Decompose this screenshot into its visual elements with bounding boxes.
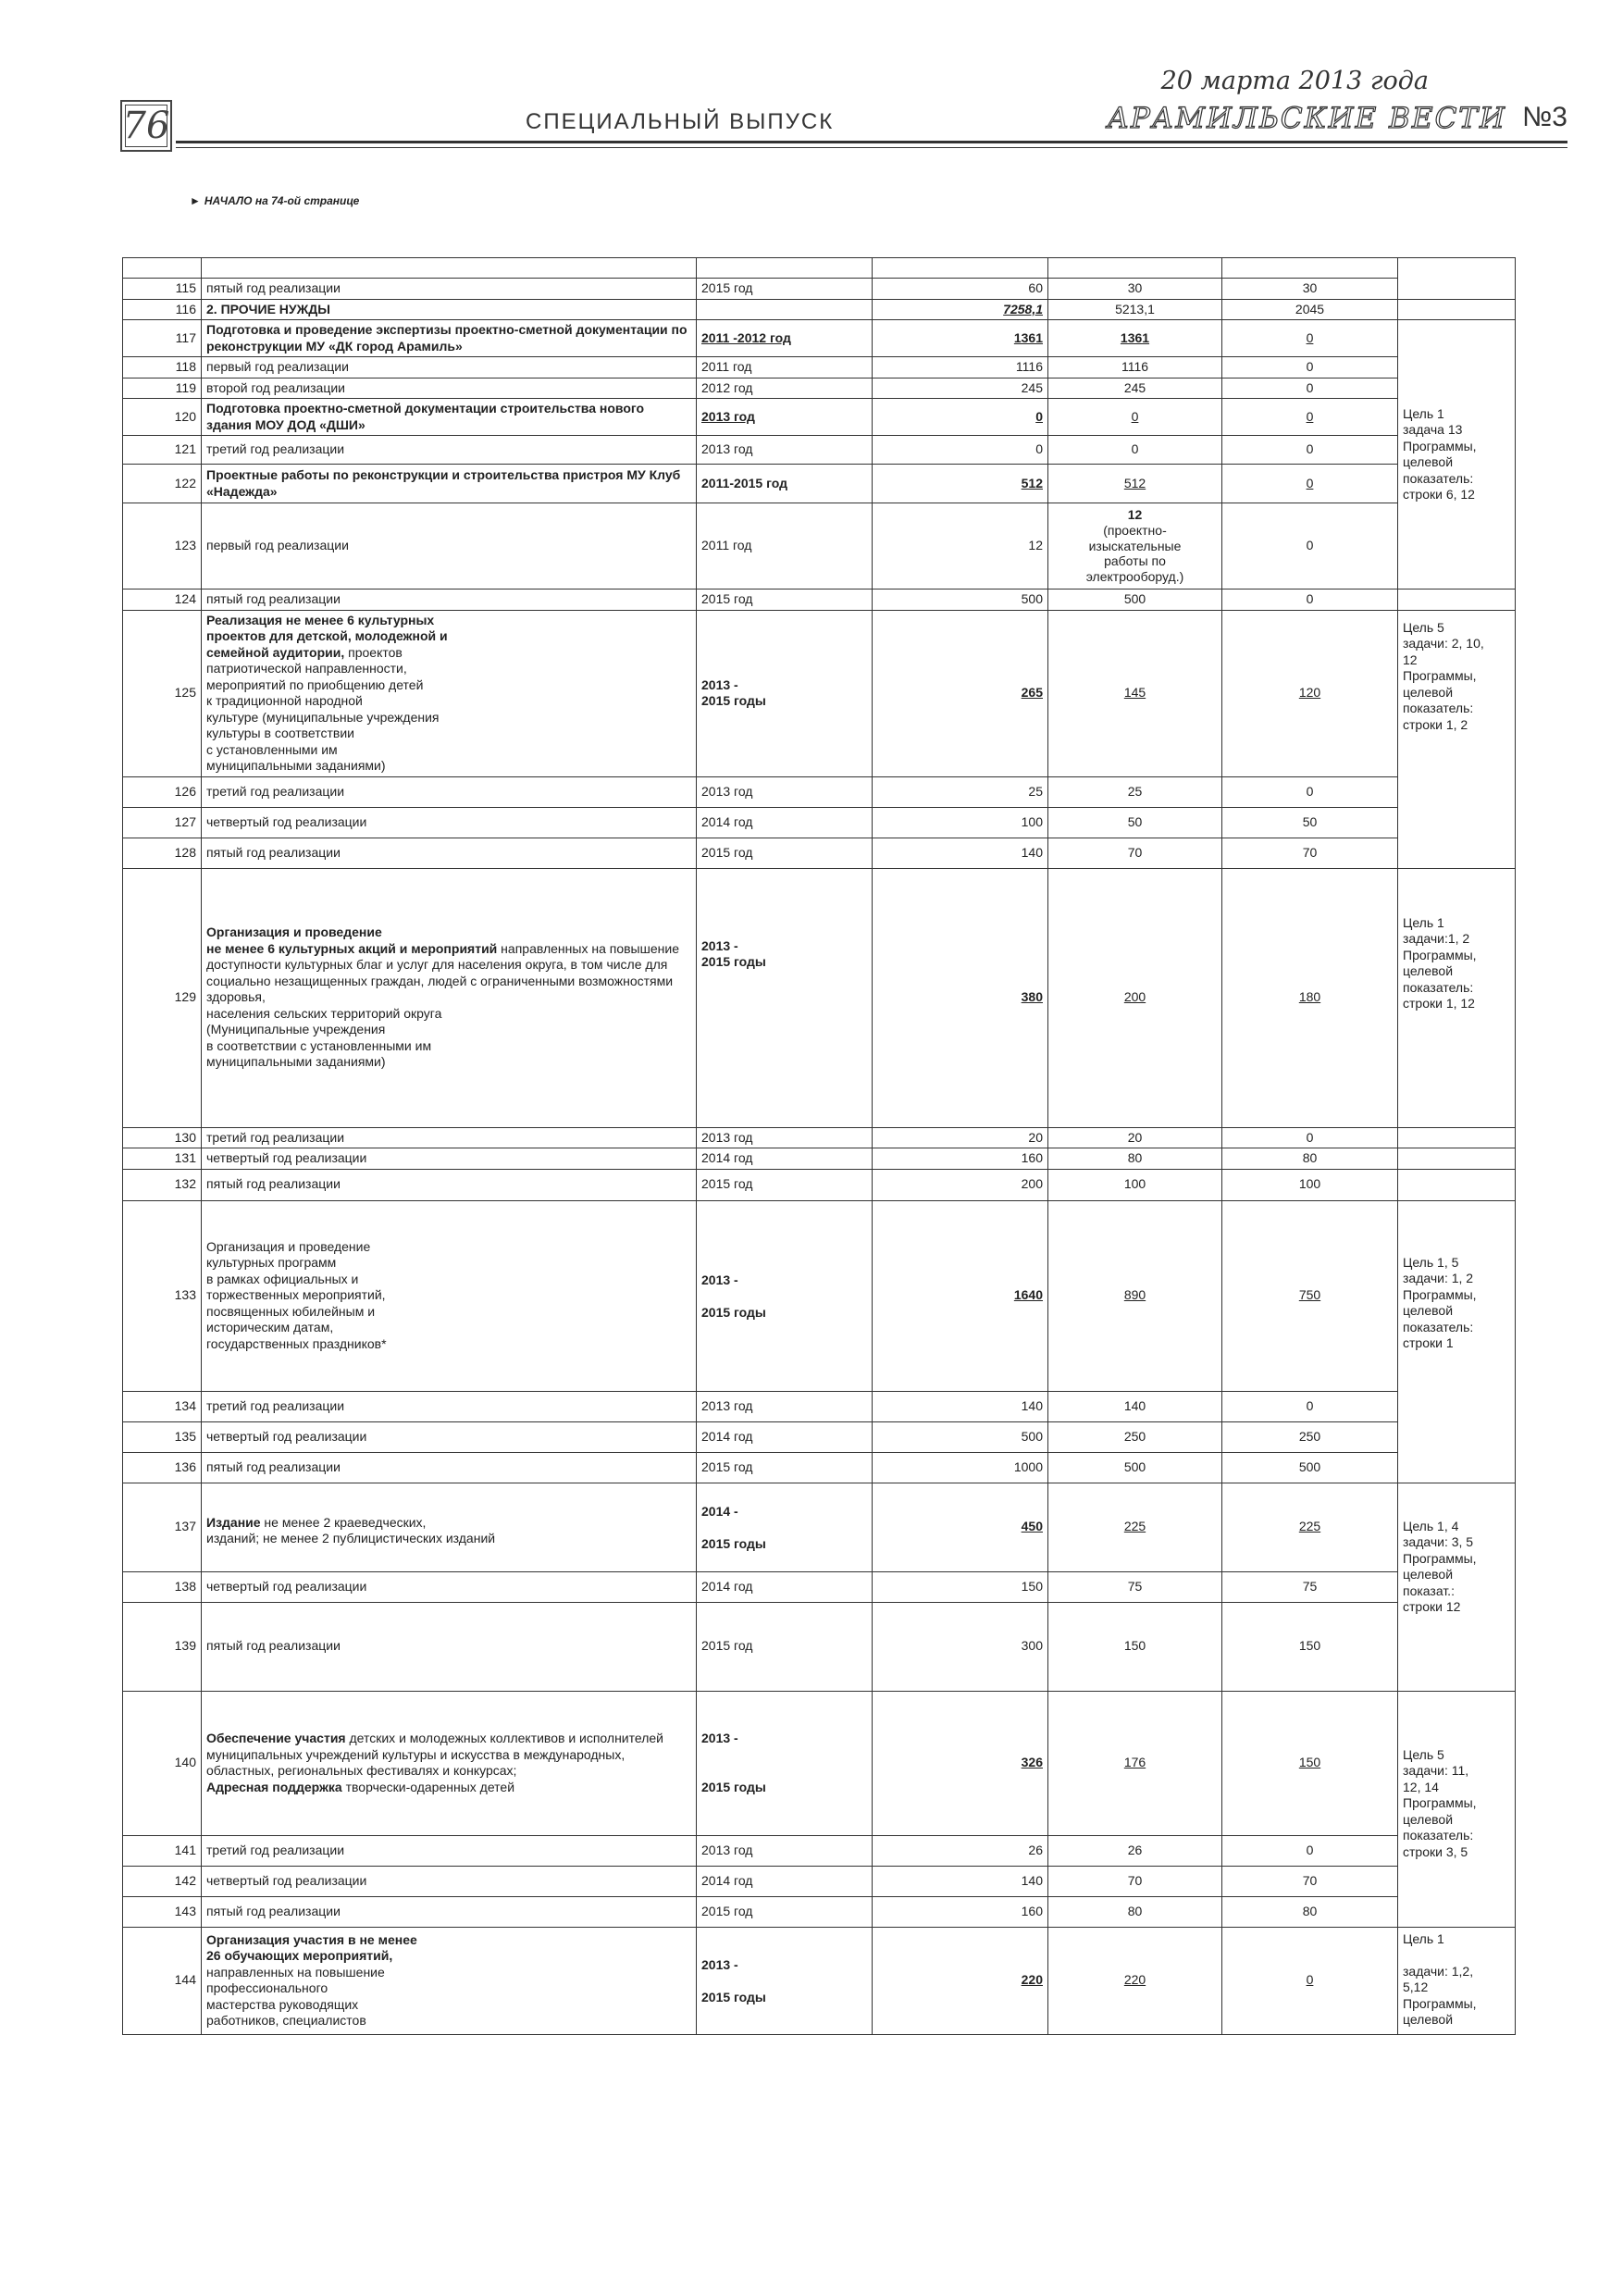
table-cell: Издание xyxy=(206,1514,261,1530)
table-row xyxy=(123,399,1516,436)
header-rule-thin xyxy=(176,147,1567,148)
table-cell: 512 xyxy=(1048,465,1222,503)
table-cell: пятый год реализации xyxy=(202,279,697,300)
table-row xyxy=(123,590,1516,611)
table-cell: 2014 - 2015 годы xyxy=(697,1483,873,1571)
table-cell: 0 xyxy=(1222,399,1398,436)
table-cell: 2013 - 2015 годы xyxy=(697,868,873,1127)
table-cell: (проектно- изыскательные работы по электрооборуд.) xyxy=(1085,522,1184,585)
table-cell: 150 xyxy=(1222,1691,1398,1835)
table-cell: 2012 год xyxy=(697,378,873,399)
table-row xyxy=(123,1169,1516,1200)
table-cell: Реализация не менее 6 культурных проектов для детской, молодежной и семейной аудитории, xyxy=(206,612,448,660)
table-cell: 0 xyxy=(1222,1835,1398,1866)
table-cell: 300 xyxy=(873,1602,1048,1691)
section-title: СПЕЦИАЛЬНЫЙ ВЫПУСК xyxy=(526,109,835,134)
table-cell: 145 xyxy=(1048,610,1222,776)
table-cell: 120 xyxy=(1222,610,1398,776)
table-cell: 0 xyxy=(873,399,1048,436)
table-cell: 0 xyxy=(1222,465,1398,503)
table-cell: не менее 2 краеведческих, изданий; не менее 2 публицистических изданий xyxy=(206,1514,496,1545)
table-cell: 140 xyxy=(123,1691,202,1835)
table-cell: третий год реализации xyxy=(202,1127,697,1148)
table-cell: 2013 год xyxy=(697,776,873,807)
table-cell: 0 xyxy=(1222,320,1398,357)
table-cell: 250 xyxy=(1222,1421,1398,1452)
table-cell: 129 xyxy=(123,868,202,1127)
table-cell: 450 xyxy=(873,1483,1048,1571)
header-rule xyxy=(176,141,1567,143)
table-cell: 116 xyxy=(123,299,202,320)
table-row xyxy=(123,1421,1516,1452)
table-row xyxy=(123,465,1516,503)
table-cell: 131 xyxy=(123,1148,202,1170)
table-cell: 80 xyxy=(1222,1148,1398,1170)
table-cell: 141 xyxy=(123,1835,202,1866)
table-row xyxy=(123,1200,1516,1391)
table-cell: 100 xyxy=(1222,1169,1398,1200)
table-cell: 138 xyxy=(123,1571,202,1602)
table-cell: 134 xyxy=(123,1391,202,1421)
table-cell: 26 xyxy=(873,1835,1048,1866)
table-cell: 1116 xyxy=(1048,357,1222,379)
table-cell: Подготовка проектно-сметной документации строительства нового здания МОУ ДОД «ДШИ» xyxy=(202,399,697,436)
table-cell: 25 xyxy=(873,776,1048,807)
table-cell: 2045 xyxy=(1222,299,1398,320)
table-cell: пятый год реализации xyxy=(202,1602,697,1691)
table-cell: 2011-2015 год xyxy=(697,465,873,503)
table-cell: 126 xyxy=(123,776,202,807)
goal-note: Цель 1, 4 задачи: 3, 5 Программы, целевой показат.: строки 12 xyxy=(1398,1483,1516,1691)
table-cell: 326 xyxy=(873,1691,1048,1835)
table-cell: 140 xyxy=(873,838,1048,868)
table-row xyxy=(123,610,1516,776)
table-cell: 2014 год xyxy=(697,807,873,838)
table-row xyxy=(123,1452,1516,1483)
table-cell: 127 xyxy=(123,807,202,838)
table-cell: 265 xyxy=(873,610,1048,776)
table-cell: 512 xyxy=(873,465,1048,503)
table-cell: 2013 год xyxy=(697,1391,873,1421)
table-cell xyxy=(697,299,873,320)
table-cell: 500 xyxy=(873,1421,1048,1452)
table-cell: 136 xyxy=(123,1452,202,1483)
table-cell: 132 xyxy=(123,1169,202,1200)
table-cell: 220 xyxy=(1048,1927,1222,2034)
table-cell: 2013 - 2015 годы xyxy=(697,1200,873,1391)
table-cell: 2013 год xyxy=(697,436,873,465)
table-cell: 0 xyxy=(1222,1927,1398,2034)
table-cell: 176 xyxy=(1048,1691,1222,1835)
table-cell: детских и молодежных коллективов и исполнителей муниципальных учреждений культуры и искусства в международных, областных, региональных фестивалях и конкурсах; xyxy=(206,1731,663,1778)
table-cell: 180 xyxy=(1222,868,1398,1127)
table-cell: направленных на повышение профессионального мастерства руководящих работников, специалистов xyxy=(206,1964,385,2028)
table-cell: 150 xyxy=(873,1571,1048,1602)
table-row xyxy=(123,1866,1516,1896)
table-cell: 120 xyxy=(123,399,202,436)
table-cell: 2015 год xyxy=(697,1169,873,1200)
table-cell: 25 xyxy=(1048,776,1222,807)
table-cell: 0 xyxy=(1222,1391,1398,1421)
table-cell: 500 xyxy=(1048,590,1222,611)
table-cell: 30 xyxy=(1048,279,1222,300)
table-cell: 0 xyxy=(1222,1127,1398,1148)
table-cell: 0 xyxy=(1048,436,1222,465)
table-cell: 143 xyxy=(123,1896,202,1927)
table-row xyxy=(123,378,1516,399)
table-cell: 50 xyxy=(1048,807,1222,838)
table-cell: 150 xyxy=(1222,1602,1398,1691)
table-cell: Проектные работы по реконструкции и строительства пристроя МУ Клуб «Надежда» xyxy=(202,465,697,503)
table-cell: 1640 xyxy=(873,1200,1048,1391)
table-cell: 2011 -2012 год xyxy=(697,320,873,357)
table-cell: четвертый год реализации xyxy=(202,807,697,838)
continuation-note: ► НАЧАЛО на 74-ой странице xyxy=(190,194,360,207)
table-cell: 1000 xyxy=(873,1452,1048,1483)
table-cell: 20 xyxy=(1048,1127,1222,1148)
table-cell: 2015 год xyxy=(697,590,873,611)
table-row xyxy=(123,1148,1516,1170)
table-cell: 0 xyxy=(1222,503,1398,590)
table-cell: 2015 год xyxy=(697,1602,873,1691)
table-cell: 80 xyxy=(1222,1896,1398,1927)
table-cell: 70 xyxy=(1048,1866,1222,1896)
table-cell: пятый год реализации xyxy=(202,1452,697,1483)
table-cell: 80 xyxy=(1048,1896,1222,1927)
table-cell: 123 xyxy=(123,503,202,590)
table-cell: 2013 - 2015 годы xyxy=(697,1691,873,1835)
table-cell: 128 xyxy=(123,838,202,868)
goal-note: Цель 1 задача 13 Программы, целевой показатель: строки 6, 12 xyxy=(1398,320,1516,590)
table-cell: Организация и проведение культурных программ в рамках официальных и торжественных мероприятий, посвященных юбилейным и историческим датам, государственных праздников* xyxy=(202,1200,697,1391)
table-cell: 26 xyxy=(1048,1835,1222,1866)
table-cell: 1361 xyxy=(873,320,1048,357)
table-cell: 2. ПРОЧИЕ НУЖДЫ xyxy=(202,299,697,320)
table-cell: 150 xyxy=(1048,1602,1222,1691)
table-cell: первый год реализации xyxy=(202,503,697,590)
table-cell: третий год реализации xyxy=(202,1835,697,1866)
table-cell: 118 xyxy=(123,357,202,379)
table-header-row xyxy=(123,258,1516,279)
table-cell: пятый год реализации xyxy=(202,838,697,868)
table-row xyxy=(123,868,1516,1127)
table-cell: 2011 год xyxy=(697,357,873,379)
table-cell: третий год реализации xyxy=(202,776,697,807)
table-cell: 890 xyxy=(1048,1200,1222,1391)
table-cell: 2014 год xyxy=(697,1148,873,1170)
table-cell: третий год реализации xyxy=(202,436,697,465)
table-cell: пятый год реализации xyxy=(202,1896,697,1927)
table-cell: 500 xyxy=(1048,1452,1222,1483)
table-cell: 2014 год xyxy=(697,1571,873,1602)
table-cell: 60 xyxy=(873,279,1048,300)
table-row xyxy=(123,357,1516,379)
table-row xyxy=(123,1602,1516,1691)
table-cell: 75 xyxy=(1048,1571,1222,1602)
table-cell: 500 xyxy=(873,590,1048,611)
table-cell: пятый год реализации xyxy=(202,1169,697,1200)
table-row xyxy=(123,503,1516,590)
table-cell: 2013 год xyxy=(697,399,873,436)
table-cell: 0 xyxy=(1222,590,1398,611)
table-cell: Обеспечение участия xyxy=(206,1731,346,1745)
table-cell: 121 xyxy=(123,436,202,465)
table-row xyxy=(123,1927,1516,2034)
table-cell: 30 xyxy=(1222,279,1398,300)
table-cell: 2014 год xyxy=(697,1866,873,1896)
table-cell: 225 xyxy=(1222,1483,1398,1571)
table-cell: 160 xyxy=(873,1148,1048,1170)
newspaper-name: АРАМИЛЬСКИЕ ВЕСТИ xyxy=(1107,102,1506,135)
table-cell: 200 xyxy=(1048,868,1222,1127)
table-row xyxy=(123,776,1516,807)
table-cell: 12 xyxy=(1127,507,1143,522)
table-row xyxy=(123,807,1516,838)
page-number: 76 xyxy=(120,100,172,152)
table-cell: второй год реализации xyxy=(202,378,697,399)
table-cell: четвертый год реализации xyxy=(202,1866,697,1896)
table-cell: 20 xyxy=(873,1127,1048,1148)
table-cell: 133 xyxy=(123,1200,202,1391)
table-cell: 5213,1 xyxy=(1048,299,1222,320)
goal-note: Цель 5 задачи: 11, 12, 14 Программы, целевой показатель: строки 3, 5 xyxy=(1398,1691,1516,1927)
table-cell: 2011 год xyxy=(697,503,873,590)
table-cell: 750 xyxy=(1222,1200,1398,1391)
table-row xyxy=(123,279,1516,300)
table-row xyxy=(123,320,1516,357)
table-cell: 250 xyxy=(1048,1421,1222,1452)
table-cell: 0 xyxy=(1222,436,1398,465)
table-cell: 144 xyxy=(123,1927,202,2034)
table-cell: 140 xyxy=(1048,1391,1222,1421)
table-cell: четвертый год реализации xyxy=(202,1571,697,1602)
issue-date: 20 марта 2013 года xyxy=(1160,67,1429,95)
table-cell: Адресная поддержка xyxy=(206,1779,342,1794)
table-cell: 124 xyxy=(123,590,202,611)
table-cell: 2015 год xyxy=(697,1452,873,1483)
table-cell: 122 xyxy=(123,465,202,503)
table-cell: 0 xyxy=(1222,776,1398,807)
table-cell: 140 xyxy=(873,1866,1048,1896)
goal-note: Цель 1 задачи:1, 2 Программы, целевой показатель: строки 1, 12 xyxy=(1398,868,1516,1127)
table-cell: творчески-одаренных детей xyxy=(341,1779,515,1794)
table-cell: четвертый год реализации xyxy=(202,1421,697,1452)
table-cell: 500 xyxy=(1222,1452,1398,1483)
table-cell: Подготовка и проведение экспертизы проектно-сметной документации по реконструкции МУ «ДК город Арамиль» xyxy=(202,320,697,357)
table-cell: 2013 год xyxy=(697,1127,873,1148)
table-cell: 0 xyxy=(873,436,1048,465)
table-cell: 2014 год xyxy=(697,1421,873,1452)
table-cell: 119 xyxy=(123,378,202,399)
table-cell: Организация участия в не менее 26 обучающих мероприятий, xyxy=(206,1931,417,1963)
table-cell: 70 xyxy=(1222,1866,1398,1896)
table-cell: первый год реализации xyxy=(202,357,697,379)
table-row xyxy=(123,1835,1516,1866)
triangle-icon: ► xyxy=(190,194,201,207)
table-cell: 380 xyxy=(873,868,1048,1127)
table-cell: 130 xyxy=(123,1127,202,1148)
table-cell: 139 xyxy=(123,1602,202,1691)
table-row xyxy=(123,1391,1516,1421)
table-cell: 50 xyxy=(1222,807,1398,838)
table-cell: 80 xyxy=(1048,1148,1222,1170)
table-row xyxy=(123,436,1516,465)
table-cell: 137 xyxy=(123,1483,202,1571)
table-cell: 2015 год xyxy=(697,838,873,868)
table-cell: 0 xyxy=(1222,378,1398,399)
table-row xyxy=(123,1127,1516,1148)
table-cell: 2015 год xyxy=(697,279,873,300)
table-row xyxy=(123,1691,1516,1835)
budget-table xyxy=(122,257,1516,2035)
table-cell: 100 xyxy=(873,807,1048,838)
table-cell: пятый год реализации xyxy=(202,590,697,611)
table-cell: третий год реализации xyxy=(202,1391,697,1421)
table-row xyxy=(123,838,1516,868)
table-cell: 125 xyxy=(123,610,202,776)
table-cell: 7258,1 xyxy=(873,299,1048,320)
table-cell: 225 xyxy=(1048,1483,1222,1571)
table-cell: 140 xyxy=(873,1391,1048,1421)
table-row xyxy=(123,1571,1516,1602)
table-cell: направленных на повышение доступности культурных благ и услуг для населения округа, в том числе для социально незащищенных граждан, людей с ограниченными возможностями здоровья, населения сельских территорий округа (Муниципальные учреждения в соответствии с установленными им муниципальными заданиями) xyxy=(206,940,679,1070)
table-cell: 142 xyxy=(123,1866,202,1896)
table-row xyxy=(123,1896,1516,1927)
table-cell: 2013 - 2015 годы xyxy=(697,1927,873,2034)
table-cell: 75 xyxy=(1222,1571,1398,1602)
table-cell: 70 xyxy=(1048,838,1222,868)
table-cell: 100 xyxy=(1048,1169,1222,1200)
table-cell: 1361 xyxy=(1048,320,1222,357)
table-cell: 0 xyxy=(1222,357,1398,379)
table-cell: 160 xyxy=(873,1896,1048,1927)
table-cell: 2015 год xyxy=(697,1896,873,1927)
table-cell: 245 xyxy=(1048,378,1222,399)
table-cell: 135 xyxy=(123,1421,202,1452)
table-row xyxy=(123,299,1516,320)
table-cell: 2013 год xyxy=(697,1835,873,1866)
table-cell: 12 xyxy=(873,503,1048,590)
table-cell: 2013 - 2015 годы xyxy=(697,610,873,776)
table-cell: четвертый год реализации xyxy=(202,1148,697,1170)
table-cell: 117 xyxy=(123,320,202,357)
table-cell: 115 xyxy=(123,279,202,300)
table-cell: Организация и проведение не менее 6 культурных акций и мероприятий xyxy=(206,925,498,956)
table-row xyxy=(123,1483,1516,1571)
table-cell: 1116 xyxy=(873,357,1048,379)
goal-note: Цель 5 задачи: 2, 10, 12 Программы, целевой показатель: строки 1, 2 xyxy=(1398,610,1516,868)
goal-note: Цель 1, 5 задачи: 1, 2 Программы, целевой показатель: строки 1 xyxy=(1398,1200,1516,1483)
goal-note: Цель 1 задачи: 1,2, 5,12 Программы, целевой xyxy=(1398,1927,1516,2034)
table-cell: 220 xyxy=(873,1927,1048,2034)
issue-number: №3 xyxy=(1522,102,1567,132)
table-cell: 70 xyxy=(1222,838,1398,868)
table-cell: 200 xyxy=(873,1169,1048,1200)
table-cell: 245 xyxy=(873,378,1048,399)
table-cell: 0 xyxy=(1048,399,1222,436)
table-cell: проектов патриотической направленности, мероприятий по приобщению детей к традиционной народной культуре (муниципальные учреждения культуры в соответствии с установленными им муниципальными заданиями) xyxy=(206,644,440,773)
